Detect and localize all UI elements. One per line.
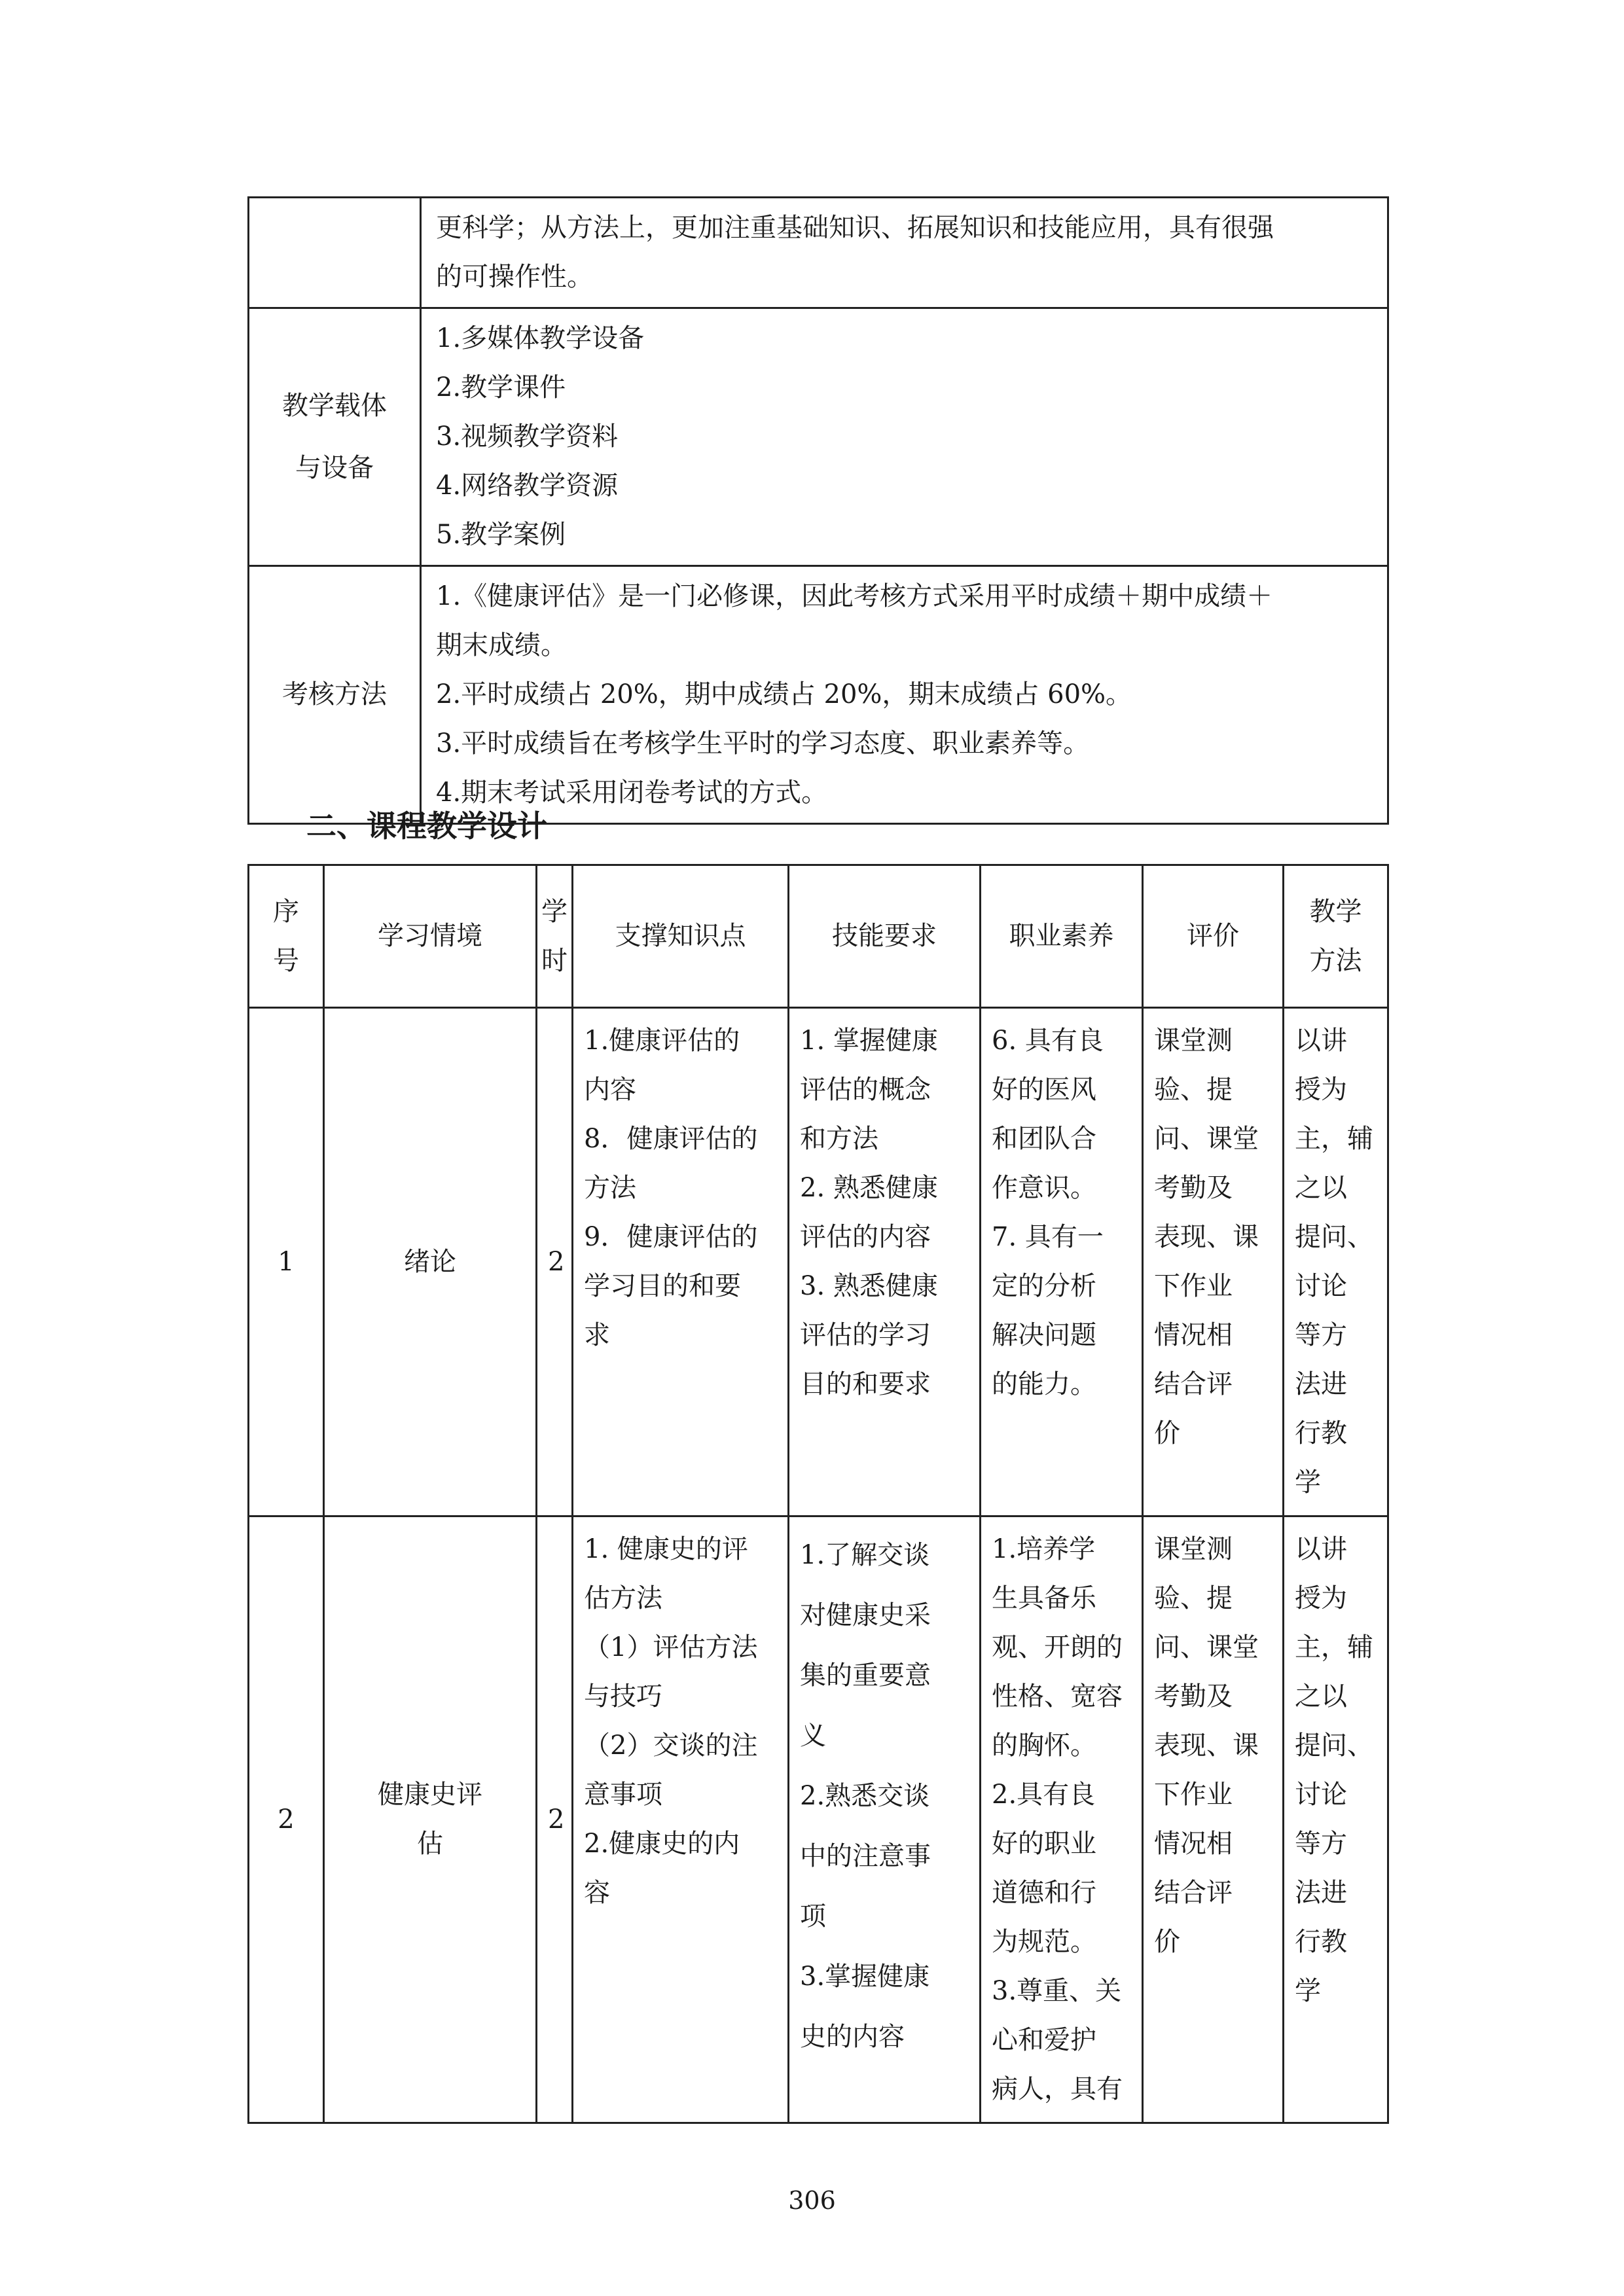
- header-method: 教学 方法: [1284, 865, 1388, 1008]
- row-label: [249, 198, 421, 308]
- text-line: 期末成绩。: [436, 630, 567, 660]
- row-knowledge: 1.健康评估的 内容 8．健康评估的 方法 9．健康评估的 学习目的和要 求: [573, 1008, 789, 1516]
- text-line: 2.教学课件: [436, 372, 566, 403]
- text-line: 4.期末考试采用闭卷考试的方式。: [436, 778, 828, 808]
- table-row: [249, 1008, 1388, 1516]
- row-quality: 6. 具有良 好的医风 和团队合 作意识。 7. 具有一 定的分析 解决问题 的能力。: [981, 1008, 1143, 1516]
- row-skills: 1. 掌握健康 评估的概念 和方法 2. 熟悉健康 评估的内容 3. 熟悉健康 评估的学习 目的和要求: [789, 1008, 981, 1516]
- row-no: 2: [249, 1516, 324, 2123]
- row-content: [421, 566, 1388, 824]
- table-row: [249, 1516, 1388, 2123]
- header-row: [249, 865, 1388, 1008]
- text-line: 1.《健康评估》是一门必修课，因此考核方式采用平时成绩＋期中成绩＋: [436, 581, 1273, 611]
- header-no: 序 号: [249, 865, 324, 1008]
- row-label-carriers: [249, 308, 421, 566]
- text-line: 更科学；从方法上，更加注重基础知识、拓展知识和技能应用，具有很强: [436, 213, 1274, 243]
- row-context: 绪论: [324, 1008, 537, 1516]
- text-line: 5.教学案例: [436, 520, 566, 550]
- header-hours: 学 时: [537, 865, 573, 1008]
- text-line: 1.多媒体教学设备: [436, 323, 645, 353]
- header-skills: 技能要求: [789, 865, 981, 1008]
- text-line: 2.平时成绩占 20%，期中成绩占 20%，期末成绩占 60%。: [436, 679, 1132, 709]
- header-quality: 职业素养: [981, 865, 1143, 1008]
- label-line: 教学载体: [282, 390, 387, 421]
- text-line: 3.视频教学资料: [436, 422, 619, 452]
- header-knowledge: 支撑知识点: [573, 865, 789, 1008]
- row-evaluation: 课堂测 验、提 问、课堂 考勤及 表现、课 下作业 情况相 结合评 价: [1143, 1516, 1284, 2123]
- table-row: [249, 198, 1388, 308]
- label-line: 考核方法: [282, 679, 387, 709]
- row-label-assessment: [249, 566, 421, 824]
- row-method: 以讲 授为 主，辅 之以 提问、 讨论 等方 法进 行教 学: [1284, 1516, 1388, 2123]
- row-hours: 2: [537, 1516, 573, 2123]
- text-line: 3.平时成绩旨在考核学生平时的学习态度、职业素养等。: [436, 728, 1090, 759]
- row-method: 以讲 授为 主，辅 之以 提问、 讨论 等方 法进 行教 学: [1284, 1008, 1388, 1516]
- table-row: [249, 308, 1388, 566]
- header-context: 学习情境: [324, 865, 537, 1008]
- text-line: 4.网络教学资源: [436, 471, 619, 501]
- row-knowledge: 1. 健康史的评 估方法 （1）评估方法 与技巧 （2）交谈的注 意事项 2.健康史的内 容: [573, 1516, 789, 2123]
- row-content: [421, 308, 1388, 566]
- header-evaluation: 评价: [1143, 865, 1284, 1008]
- row-evaluation: 课堂测 验、提 问、课堂 考勤及 表现、课 下作业 情况相 结合评 价: [1143, 1008, 1284, 1516]
- row-content: [421, 198, 1388, 308]
- table-row: [249, 566, 1388, 824]
- row-quality: 1.培养学 生具备乐 观、开朗的 性格、宽容 的胸怀。 2.具有良 好的职业 道德和行 为规范。 3.尊重、关 心和爱护 病人，具有: [981, 1516, 1143, 2123]
- course-design-table: [247, 864, 1389, 2124]
- text-line: 的可操作性。: [436, 262, 593, 292]
- row-skills: 1.了解交谈 对健康史采 集的重要意 义 2.熟悉交谈 中的注意事 项 3.掌握健康 史的内容: [789, 1516, 981, 2123]
- row-context: 健康史评 估: [324, 1516, 537, 2123]
- row-no: 1: [249, 1008, 324, 1516]
- label-line: 与设备: [295, 452, 374, 483]
- page-number: 306: [788, 2186, 836, 2215]
- course-info-table: [247, 196, 1389, 825]
- section-heading: 二、课程教学设计: [306, 808, 547, 844]
- row-hours: 2: [537, 1008, 573, 1516]
